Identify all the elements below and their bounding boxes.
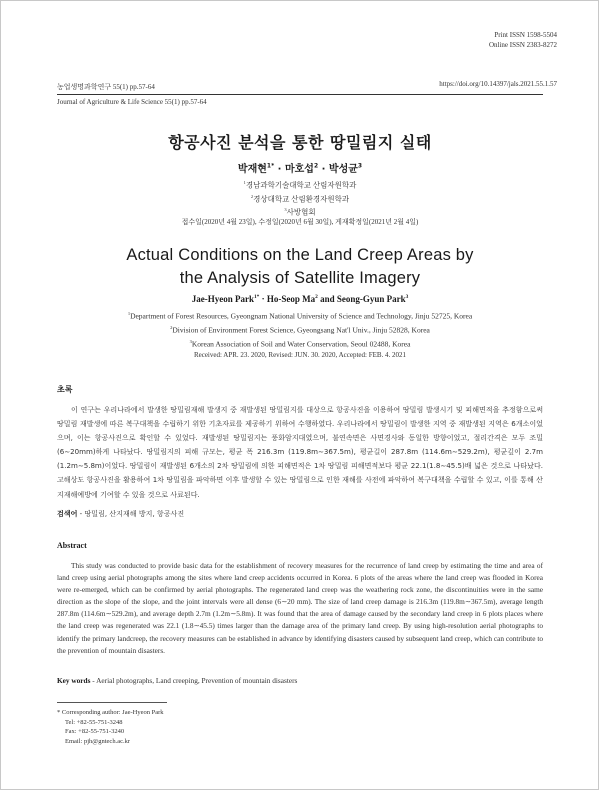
affiliations-english bbox=[0, 308, 600, 350]
author-separator: · bbox=[259, 294, 267, 304]
author-3-sup: 3 bbox=[357, 162, 363, 170]
print-issn: Print ISSN 1598-5504 bbox=[494, 31, 557, 39]
keywords-label: Key words bbox=[57, 676, 91, 685]
author-separator: and bbox=[317, 294, 337, 304]
affiliation: $^2$경상대학교 산림환경자원학과 bbox=[250, 193, 350, 203]
keywords-label: 검색어 bbox=[57, 509, 78, 518]
author-2-sup: 2 bbox=[313, 162, 319, 170]
telephone: Tel: +82-55-751-3248 bbox=[65, 718, 123, 726]
author-3: Seong-Gyun Park bbox=[336, 294, 406, 304]
title-english-line-2: the Analysis of Satellite Imagery bbox=[179, 269, 421, 287]
author-2-sup: 2 bbox=[315, 294, 318, 300]
received-dates-english: Received: APR. 23. 2020, Revised: JUN. 30. 2020, Accepted: FEB. 4. 2021 bbox=[193, 351, 407, 359]
author-2: 마호섭 bbox=[284, 164, 314, 175]
author-separator: · bbox=[318, 164, 329, 175]
abstract-english-heading: Abstract bbox=[57, 541, 87, 550]
affiliation: $^3$사방협회 bbox=[284, 207, 316, 217]
abstract-korean-body: 이 연구는 우리나라에서 발생한 땅밀림재해 발생지 중 재발생된 땅밀림지를 대상으로 항공사진을 이용하여 땅밀림 발생시기 및 피해면적을 추정함으로써 땅밀림 재발생에 따른 복구대책을 수립하기 위한 기초자료를 제공하기 위하여 수행하였다. 우리나라에서 땅밀림이 발생한 지역 중 재발생된 지역은 6개소이었으며, 이는 항공사진으로 확인할 수 있었다. 재발생된 땅밀림지는 풍화암지대였으며, 불연속면은 사면경사와 동일한 방향이었고, 절리간격은 모두 조밀(6∼20mm)하게 나타났다. 땅밀림지의 피해 규모는, 평균 폭 216.3m (119.8m∼367.5m), 평균길이 287.8m (114.6m∼529.2m), 평균깊이 2.7m (1.2m∼5.8m)이었다. 땅밀림이 재발생된 6개소의 2차 땅밀림에 의한 피해면적은 1차 땅밀림 피해면적보다 평균 22.1(1.8∼45.5)배 넓은 것으로 나타났다. 고해상도 항공사진을 활용하여 1차 땅밀림을 파악하면 이후 발생할 수 있는 땅밀림으로 인한 재해를 사전에 파악하여 복구대책을 수립할 수 있고, 이를 통해 산지재해예방에 기여할 수 있을 것으로 사료된다. bbox=[57, 405, 543, 499]
affiliation: $^1$Department of Forest Resources, Gyeongnam National University of Science and Technology, Jinju 52725, Korea bbox=[127, 311, 473, 321]
author-2: Ho-Seop Ma bbox=[266, 294, 316, 304]
doi-link[interactable]: https://doi.org/10.14397/jals.2021.55.1.57 bbox=[439, 80, 557, 88]
footnote-rule bbox=[57, 702, 167, 703]
author-separator: · bbox=[274, 164, 285, 175]
abstract-english-body: This study was conducted to provide basic data for the establishment of recovery measures for the recurrence of land creep by estimating the time and area of land creep using aerial photographs among the sites where land creep accidents occurred in Korea. 6 plots of the areas where the land creep was flooded in Korea were re-emerged, which can be confirmed by aerial photographs. The regenerated land creep was the weathering rock zone, the discontinuities were in the same direction as the slope of the slope, and the joint intervals were all dense (6∼20 mm). The size of land creep damage is 216.3m (119.8m∼367.5m), average length 287.8m (114.6m∼529.2m), and average depth 2.7m (1.2m∼5.8m). It was found that the area of damage caused by the secondary land creep in 6 plots places where the land creep was regenerated was 22.1 (1.8∼45.5) times larger than the damage area of the primary land creep. By using high-resolution aerial photographs to identify the primary landcreep, the recovery measures can be established in advance by identifying disasters caused by subsequent land creep, which can contribute to the prevention of mountain disasters. bbox=[57, 561, 543, 655]
affiliations-korean bbox=[0, 177, 600, 218]
issn-block bbox=[489, 30, 557, 50]
keywords-list: - 땅밀림, 산지재해 방지, 항공사진 bbox=[77, 509, 185, 518]
author-1: Jae-Hyeon Park bbox=[191, 294, 254, 304]
journal-en: Journal of Agriculture & Life Science 55(1) pp.57-64 bbox=[57, 98, 207, 106]
affiliation: $^2$Division of Environment Forest Science, Gyeongsang Nat'l Univ., Jinju 52828, Korea bbox=[170, 325, 430, 335]
author-1-sup: 1* bbox=[266, 162, 275, 170]
author-3: 박성균 bbox=[328, 164, 358, 175]
received-dates-korean: 접수일(2020년 4월 23일), 수정일(2020년 6월 30일), 게재확정일(2021년 2월 4일) bbox=[181, 218, 419, 226]
author-1: 박재현 bbox=[237, 164, 267, 175]
author-3-sup: 3 bbox=[405, 294, 409, 300]
keywords-korean bbox=[57, 509, 184, 519]
keywords-english bbox=[57, 676, 297, 685]
authors-english bbox=[0, 294, 600, 304]
online-issn: Online ISSN 2383-8272 bbox=[488, 41, 557, 49]
journal-ko: 농업생명과학연구 55(1) pp.57-64 bbox=[57, 83, 155, 91]
title-korean: 항공사진 분석을 통한 땅밀림지 실태 bbox=[168, 133, 432, 152]
author-1-sup: 1* bbox=[253, 294, 260, 300]
title-english bbox=[0, 244, 600, 290]
title-english-line-1: Actual Conditions on the Land Creep Areas by bbox=[126, 246, 474, 264]
corresponding-author: * Corresponding author: Jae-Hyeon Park bbox=[57, 709, 164, 716]
fax: Fax: +82-55-751-3240 bbox=[65, 728, 125, 736]
authors-korean bbox=[0, 160, 600, 175]
abstract-korean-heading: 초록 bbox=[57, 385, 73, 394]
keywords-list: - Aerial photographs, Land creeping, Prevention of mountain disasters bbox=[90, 676, 298, 685]
email-link[interactable]: Email: pjh@gntech.ac.kr bbox=[65, 738, 131, 746]
header-rule bbox=[57, 94, 543, 95]
affiliation: $^3$Korean Association of Soil and Water Conservation, Seoul 02488, Korea bbox=[189, 339, 411, 349]
footnote bbox=[57, 708, 164, 747]
affiliation: $^1$경남과학기술대학교 산림자원학과 bbox=[243, 180, 357, 190]
